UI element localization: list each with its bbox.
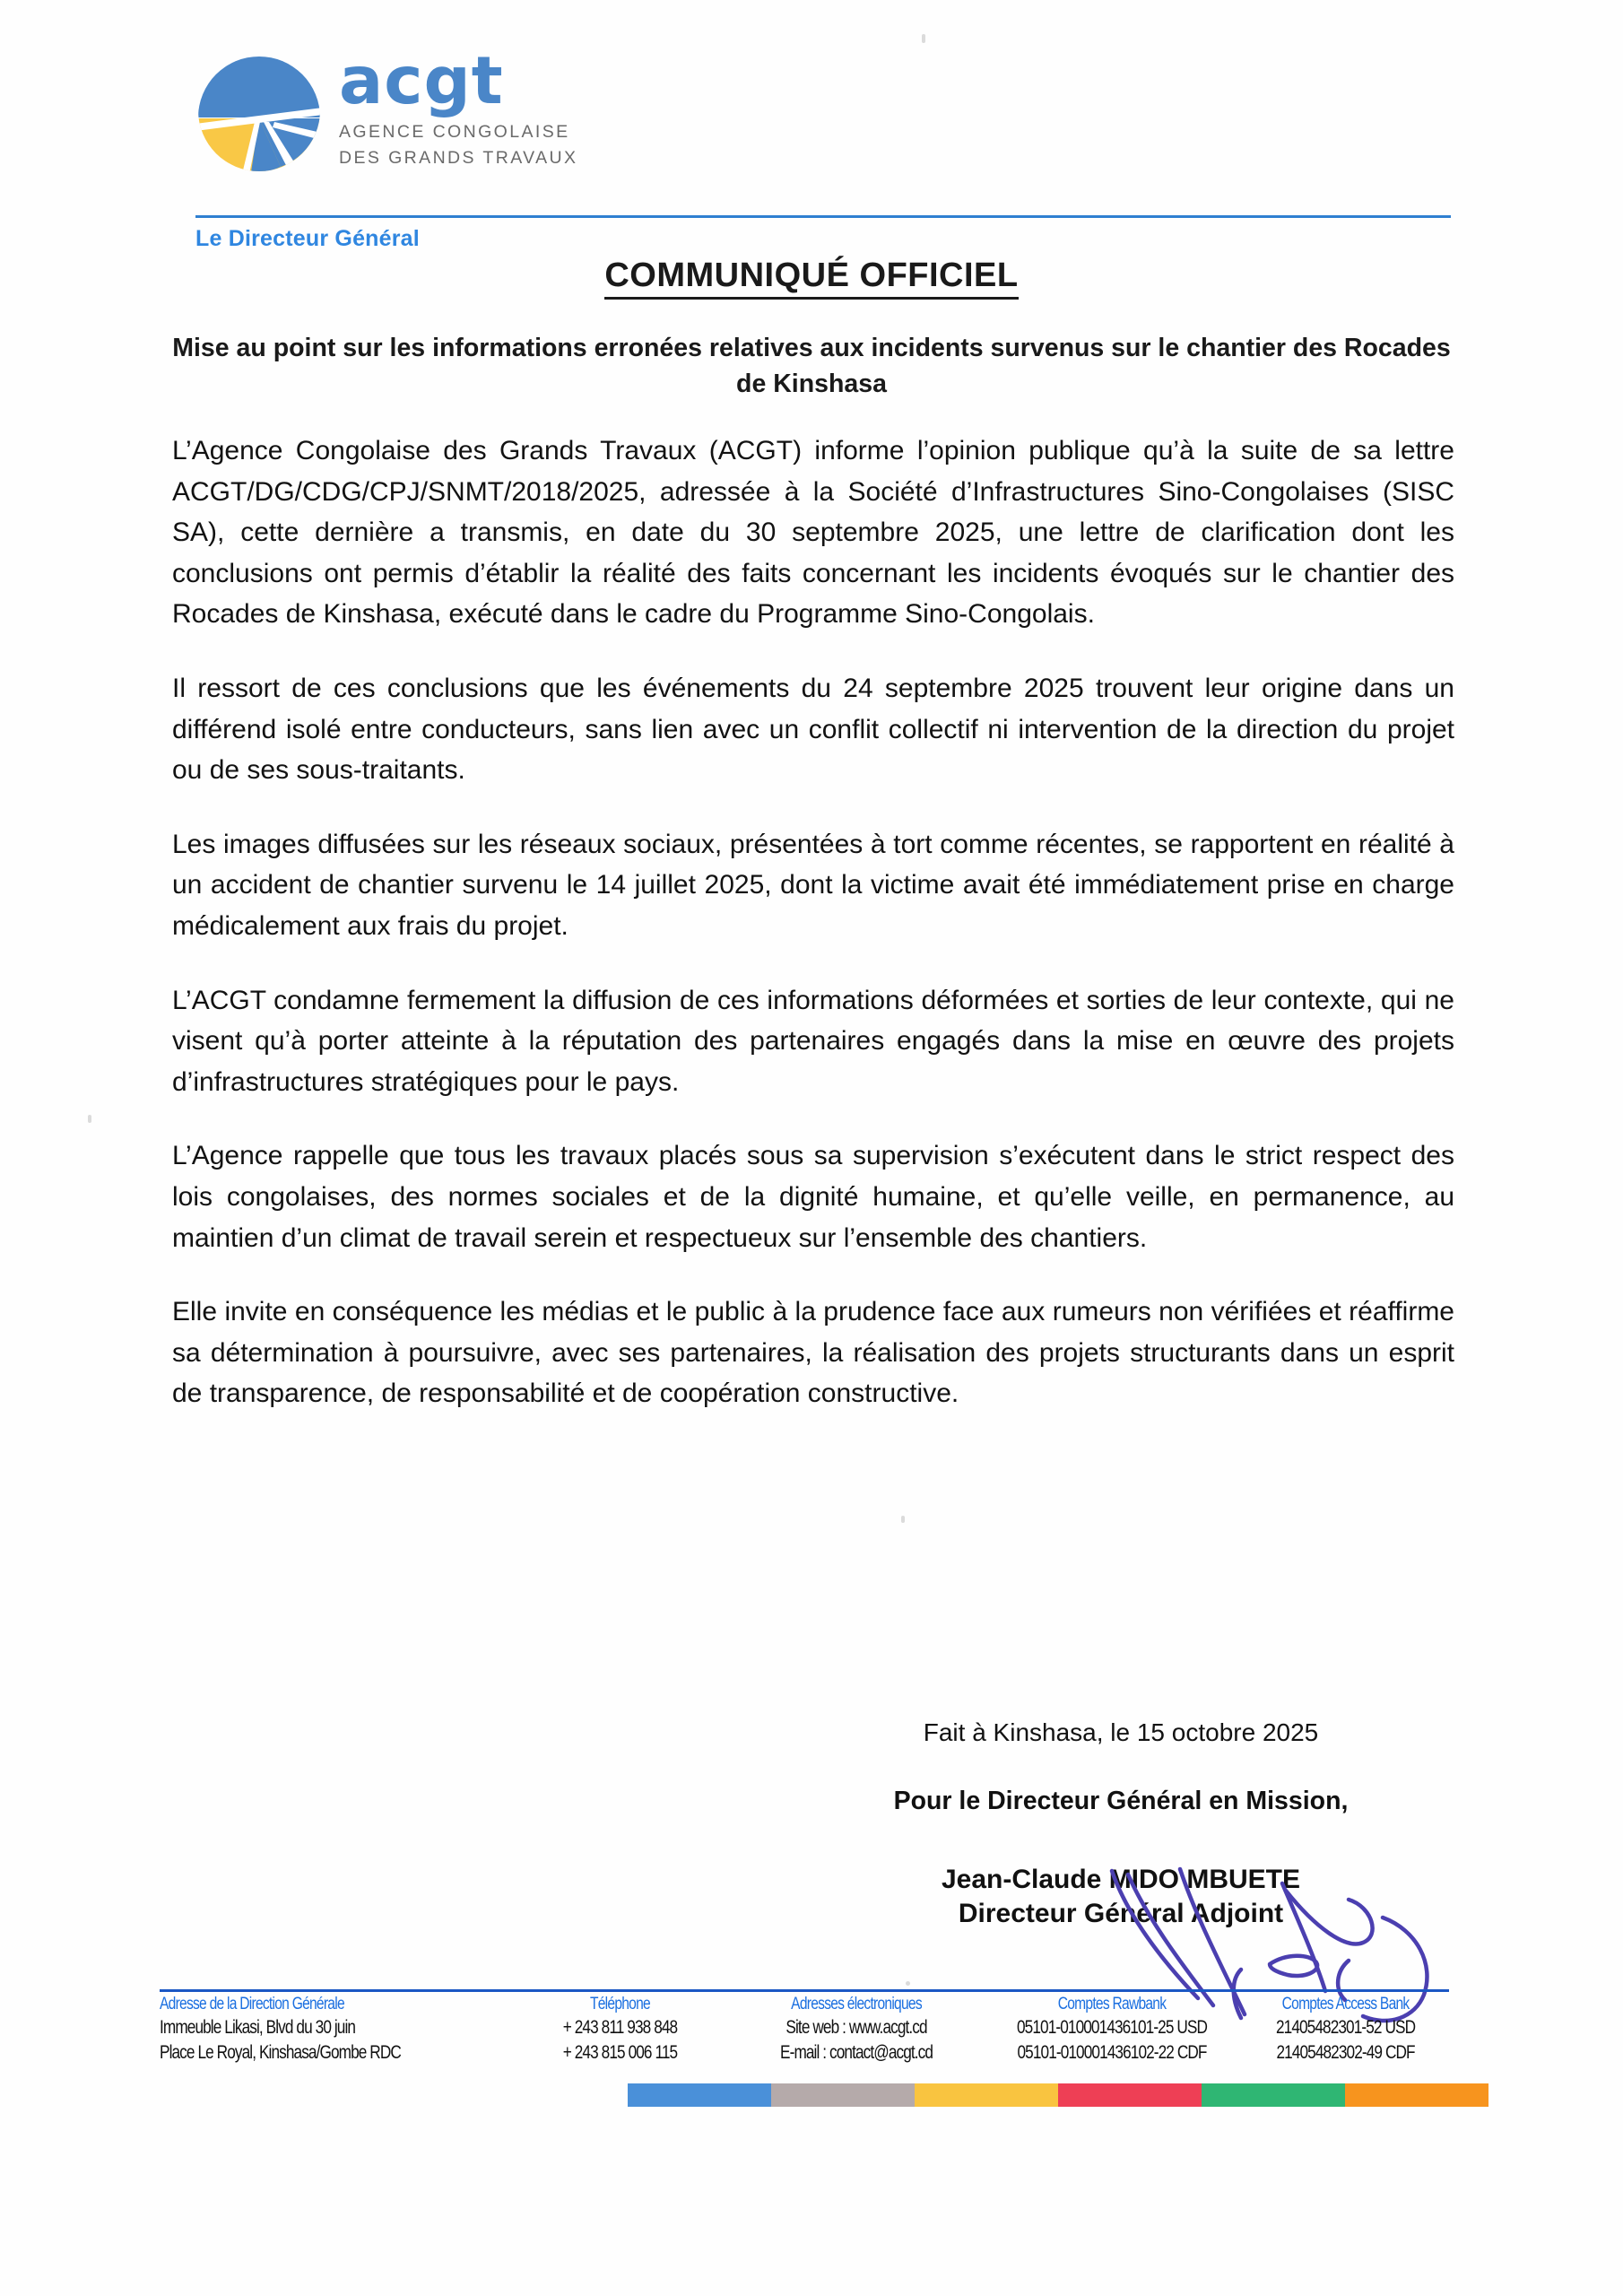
footer-column-rawbank <box>984 1995 1240 2065</box>
body-paragraph: Elle invite en conséquence les médias et le public à la prudence face aux rumeurs non vérifiées et réaffirme sa détermination à poursuivre, avec ses partenaires, la réalisation des projets structurants dans un esprit de transparence, de responsabilité et de coopération constructive. <box>172 1297 1454 1409</box>
footer-line: + 243 811 938 848 <box>562 2017 678 2038</box>
footer-column-phone <box>511 1995 729 2065</box>
footer-line: + 243 815 006 115 <box>562 2041 678 2063</box>
header-divider <box>195 215 1451 218</box>
scan-speck <box>901 1516 905 1523</box>
page-title <box>0 257 1623 295</box>
acgt-logo-text <box>339 43 578 170</box>
footer-website[interactable]: Site web : www.acgt.cd <box>785 2017 927 2038</box>
acgt-wordmark: acgt <box>339 43 504 119</box>
color-swatch-green <box>1202 2083 1345 2107</box>
footer-color-bar <box>628 2083 1488 2107</box>
body-paragraph: L’Agence Congolaise des Grands Travaux (ACGT) informe l’opinion publique qu’à la suite de sa lettre ACGT/DG/CDG/CPJ/SNMT/2018/2025, adressée à la Société d’Infrastructures Sino-Congolaises (SISC SA), cette dernière a transmis, en date du 30 septembre 2025, une lettre de clarification dont les conclusions ont permis d’établir la réalité des faits concernant les incidents évoqués sur le chantier des Rocades de Kinshasa, exécuté dans le cadre du Programme Sino-Congolais. <box>172 436 1454 630</box>
scan-speck <box>906 1981 910 1986</box>
footer-line: 05101-010001436101-25 USD <box>1016 2017 1207 2038</box>
footer-divider <box>160 1989 1449 1992</box>
document-body <box>172 430 1454 1414</box>
color-swatch-red <box>1058 2083 1202 2107</box>
color-swatch-orange <box>1345 2083 1488 2107</box>
footer-line: 05101-010001436102-22 CDF <box>1017 2041 1207 2063</box>
signer-name: Jean-Claude MIDO MBUETE <box>941 1865 1301 1894</box>
footer-heading: Téléphone <box>589 1995 650 2013</box>
signer-title: Directeur Général Adjoint <box>958 1898 1284 1928</box>
place-and-date: Fait à Kinshasa, le 15 octobre 2025 <box>923 1718 1319 1746</box>
page-title-text: COMMUNIQUÉ OFFICIEL <box>604 257 1018 300</box>
acgt-tagline <box>339 119 577 170</box>
footer-heading: Comptes Rawbank <box>1057 1995 1167 2013</box>
signature-block <box>789 1718 1453 1930</box>
body-paragraph: L’ACGT condamne fermement la diffusion de ces informations déformées et sorties de leur contexte, qui ne visent qu’à porter atteinte à la réputation des partenaires engagés dans la mise en œuvre des projets d’infrastructures stratégiques pour le pays. <box>172 985 1454 1097</box>
header-role-label: Le Directeur Général <box>195 226 420 251</box>
footer-line: Immeuble Likasi, Blvd du 30 juin <box>160 2017 356 2038</box>
footer-heading: Adresse de la Direction Générale <box>160 1995 344 2013</box>
color-swatch-gray <box>771 2083 915 2107</box>
footer-email[interactable]: E-mail : contact@acgt.cd <box>779 2041 933 2063</box>
page-subtitle: Mise au point sur les informations erronées relatives aux incidents survenus sur le chantier des Rocades de Kinshasa <box>172 334 1451 399</box>
letterhead <box>0 0 1623 260</box>
scan-speck <box>922 34 925 43</box>
footer-column-electronic <box>729 1995 984 2065</box>
color-swatch-blue <box>628 2083 771 2107</box>
footer-line: 21405482302-49 CDF <box>1276 2041 1415 2063</box>
body-paragraph: Les images diffusées sur les réseaux sociaux, présentées à tort comme récentes, se rapportent en réalité à un accident de chantier survenu le 14 juillet 2025, dont la victime avait été immédiatement prise en charge médicalement aux frais du projet. <box>172 829 1454 941</box>
acgt-tagline-line1: AGENCE CONGOLAISE <box>339 122 570 143</box>
footer-column-address <box>160 1995 511 2065</box>
acgt-tagline-line2: DES GRANDS TRAVAUX <box>339 147 578 168</box>
scan-speck <box>88 1115 91 1123</box>
body-paragraph: L’Agence rappelle que tous les travaux placés sous sa supervision s’exécutent dans le strict respect des lois congolaises, des normes sociales et de la dignité humaine, et qu’elle veille, en permanence, au maintien d’un climat de travail serein et respectueux sur l’ensemble des chantiers. <box>172 1141 1454 1253</box>
acgt-logo-mark-icon <box>195 47 323 174</box>
footer-line: Place Le Royal, Kinshasa/Gombe RDC <box>160 2041 401 2063</box>
footer-line: 21405482301-52 USD <box>1275 2017 1416 2038</box>
body-paragraph: Il ressort de ces conclusions que les événements du 24 septembre 2025 trouvent leur origine dans un différend isolé entre conducteurs, sans lien avec un conflit collectif ni intervention de la direction du projet ou de ses sous-traitants. <box>172 673 1454 786</box>
color-swatch-yellow <box>915 2083 1058 2107</box>
acgt-logo <box>195 43 578 174</box>
footer-column-accessbank <box>1240 1995 1451 2065</box>
footer-heading: Comptes Access Bank <box>1281 1995 1410 2013</box>
footer-heading: Adresses électroniques <box>790 1995 922 2013</box>
on-behalf-label: Pour le Directeur Général en Mission, <box>893 1787 1349 1815</box>
footer-columns <box>160 1995 1451 2065</box>
